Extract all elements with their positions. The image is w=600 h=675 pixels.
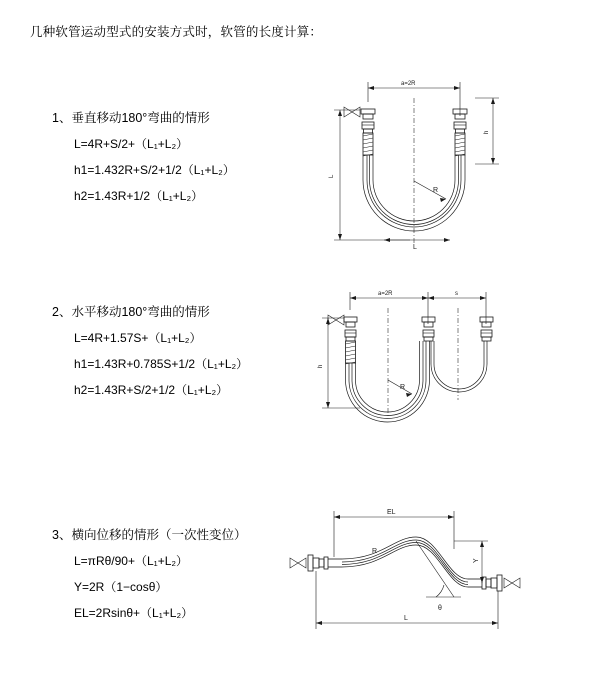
dim-label-L-bottom: L: [413, 244, 417, 251]
section-2-formula-1: L=4R+1.57S+（L₁+L₂）: [74, 331, 202, 345]
section-3-title: 3、横向位移的情形（一次性变位）: [52, 528, 247, 542]
angle-indicator: [416, 541, 461, 612]
dim-label-Y: Y: [473, 558, 480, 563]
section-3-formula-3: EL=2Rsinθ+（L₁+L₂）: [74, 606, 194, 620]
dim-bottom: [384, 238, 450, 251]
section-2-formula-2: h1=1.43R+0.785S+1/2（L₁+L₂）: [74, 357, 249, 371]
right-flange-fitting: [453, 109, 467, 156]
angle-label: θ: [438, 605, 442, 612]
dim-right: [475, 98, 499, 164]
dim-bottom-3: [316, 571, 498, 629]
left-flange-fitting: [344, 107, 375, 156]
dim-label-EL: EL: [387, 509, 396, 516]
radius-leader: [414, 181, 446, 202]
section-1-formula-3: h2=1.43R+1/2（L₁+L₂）: [74, 189, 204, 203]
section-3-formula-1: L=πRθ/90+（L₁+L₂）: [74, 554, 189, 568]
dim-label-a: a=2R: [401, 81, 416, 87]
dim-top-right: [428, 291, 486, 324]
section-2-formula-3: h2=1.43R+S/2+1/2（L₁+L₂）: [74, 383, 229, 397]
dim-label-L3: L: [404, 615, 408, 622]
section-2-figure: [300, 284, 530, 454]
right-flange-fitting-2: [480, 317, 493, 341]
section-1-title: 1、垂直移动180°弯曲的情形: [52, 111, 210, 125]
section-2-text: [52, 302, 302, 407]
dim-label-s2: s: [455, 291, 458, 297]
vertical-180-bend-diagram: [300, 68, 530, 278]
page-title: 几种软管运动型式的安装方式时，软管的长度计算：: [30, 25, 323, 39]
dim-top-left: [350, 291, 428, 324]
horizontal-180-bend-diagram: [300, 284, 530, 454]
section-1-figure: [300, 68, 530, 278]
left-flange-fitting-2: [328, 315, 357, 364]
radius-leader-2: [388, 380, 412, 397]
section-3-formula-2: Y=2R（1−cosθ）: [74, 580, 168, 594]
lateral-offset-diagram: [286, 497, 536, 642]
left-flange-3: [290, 555, 342, 571]
section-1-formula-2: h1=1.432R+S/2+1/2（L₁+L₂）: [74, 163, 235, 177]
hose-offset-bend: [346, 341, 488, 422]
dim-label-h-right: h: [484, 130, 490, 134]
middle-flange-fitting-2: [422, 317, 435, 341]
section-1-text: [52, 108, 302, 213]
section-3-figure: [286, 497, 536, 642]
radius-label: R: [433, 187, 439, 194]
section-3-text: [52, 525, 302, 630]
section-1-formula-1: L=4R+S/2+（L₁+L₂）: [74, 137, 189, 151]
right-flange-3: [468, 575, 520, 591]
radius-label-2: R: [400, 384, 406, 391]
radius-label-3: R: [372, 548, 378, 555]
dim-label-h2: h: [318, 364, 324, 368]
section-2-title: 2、水平移动180°弯曲的情形: [52, 305, 210, 319]
dim-label-a2: a=2R: [378, 291, 393, 297]
hose-s-curve: [342, 537, 468, 587]
dim-label-L-left: L: [329, 174, 335, 178]
